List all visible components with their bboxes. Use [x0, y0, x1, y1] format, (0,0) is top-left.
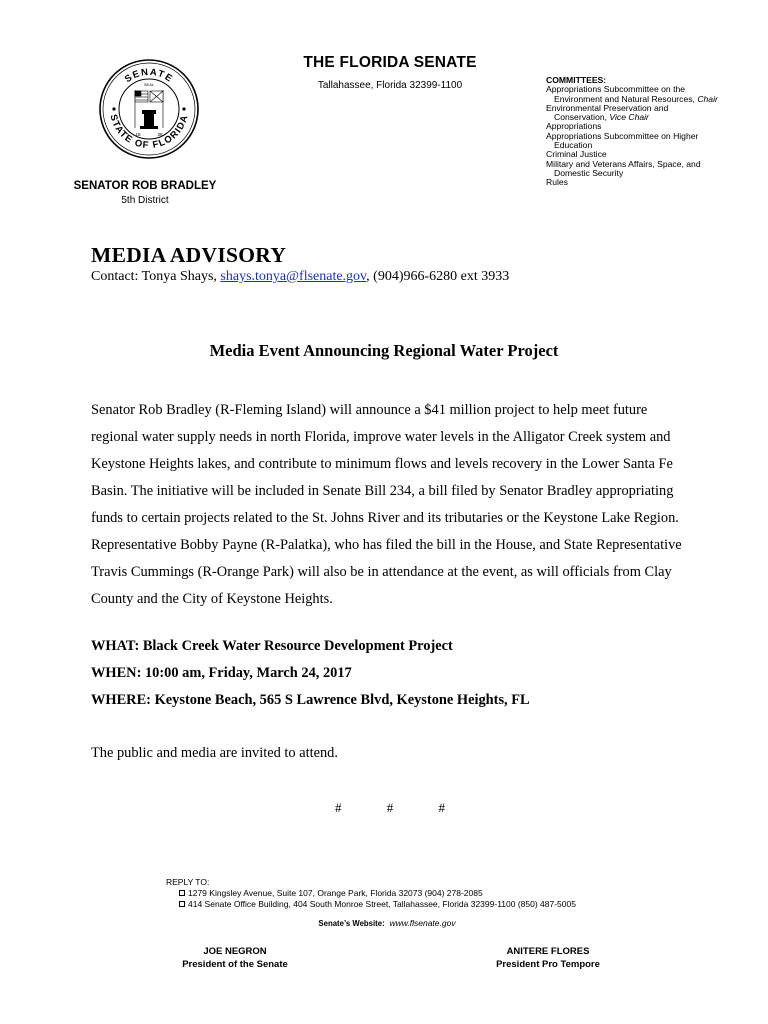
committee-line: Domestic Security	[554, 167, 624, 178]
committee-line: Appropriations Subcommittee on Higher	[546, 130, 699, 141]
senator-district: 5th District	[121, 195, 169, 206]
senate-website	[0, 918, 768, 928]
senate-title: THE FLORIDA SENATE	[303, 54, 477, 71]
committee-line: Environmental Preservation and	[546, 102, 669, 113]
committee-line: Appropriations Subcommittee on the	[546, 84, 686, 95]
reply-address-tallahassee: 414 Senate Office Building, 404 South Monroe Street, Tallahassee, Florida 32399-1100 (850) 487-5005	[179, 899, 576, 909]
end-mark: #	[438, 800, 445, 815]
seal-year-right: 38	[157, 132, 163, 137]
website-url[interactable]: www.flsenate.gov	[389, 918, 456, 928]
website-label: Senate’s Website:	[318, 919, 385, 928]
contact-line	[91, 269, 509, 285]
seal-bottom-text: STATE OF FLORIDA	[107, 113, 191, 152]
seal-top-text: SENATE	[122, 66, 176, 86]
reply-to-label: REPLY TO:	[166, 877, 210, 887]
end-mark: #	[335, 800, 342, 815]
event-what: WHAT: Black Creek Water Resource Development Project	[91, 638, 453, 654]
event-title: Media Event Announcing Regional Water Project	[209, 341, 559, 360]
checkbox-icon[interactable]	[179, 890, 185, 896]
president-name: JOE NEGRON	[203, 946, 267, 957]
committee-line: Conservation, Vice Chair	[554, 112, 649, 123]
committee-line: Environment and Natural Resources, Chair	[554, 93, 718, 104]
committees-list	[546, 76, 756, 188]
checkbox-icon[interactable]	[179, 901, 185, 907]
invite-text: The public and media are invited to attend.	[91, 745, 338, 761]
senator-name: SENATOR ROB BRADLEY	[73, 180, 217, 192]
committee-line: Criminal Justice	[546, 149, 607, 160]
event-body-paragraph: Senator Rob Bradley (R-Fleming Island) will announce a $41 million project to help meet future regional water supply needs in north Florida, improve water levels in the Alligator Creek system and Keystone Heights lakes, and contribute to minimum flows and levels recovery in the Lower Santa Fe Basin. The initiative will be included in Senate Bill 234, a bill filed by Senator Bradley appropriating funds to certain projects related to the St. Johns River and its tributaries or the Keystone Lake Region. Representative Bobby Payne (R-Palatka), who has filed the bill in the House, and State Representative Travis Cummings (R-Orange Park) will also be in attendance at the event, as will officials from Clay County and the City of Keystone Heights.	[91, 402, 682, 607]
advisory-title: MEDIA ADVISORY	[91, 243, 287, 267]
senate-address: Tallahassee, Florida 32399-1100	[317, 80, 463, 91]
president-pro-tempore-title: President Pro Tempore	[496, 959, 600, 970]
contact-email-link[interactable]: shays.tonya@flsenate.gov	[220, 269, 367, 284]
event-where: WHERE: Keystone Beach, 565 S Lawrence Blvd, Keystone Heights, FL	[91, 692, 530, 708]
florida-senate-seal	[98, 58, 200, 160]
seal-year-left: 18	[135, 132, 141, 137]
reply-address-orange-park: 1279 Kingsley Avenue, Suite 107, Orange Park, Florida 32073 (904) 278-2085	[179, 888, 483, 898]
committee-line: Appropriations	[546, 121, 602, 132]
president-title: President of the Senate	[182, 959, 288, 970]
committee-line: Rules	[546, 177, 568, 188]
seal-small-text: SEAL	[143, 82, 155, 87]
committee-line: Education	[554, 140, 593, 151]
committees-heading: COMMITTEES:	[546, 75, 607, 85]
committee-line: Military and Veterans Affairs, Space, and	[546, 158, 701, 169]
event-when: WHEN: 10:00 am, Friday, March 24, 2017	[91, 665, 352, 681]
end-marks	[335, 800, 445, 816]
president-pro-tempore-name: ANITERE FLORES	[506, 946, 590, 957]
contact-prefix: Contact: Tonya Shays,	[91, 269, 221, 284]
end-mark: #	[386, 800, 394, 815]
contact-suffix: , (904)966-6280 ext 3933	[366, 269, 510, 284]
